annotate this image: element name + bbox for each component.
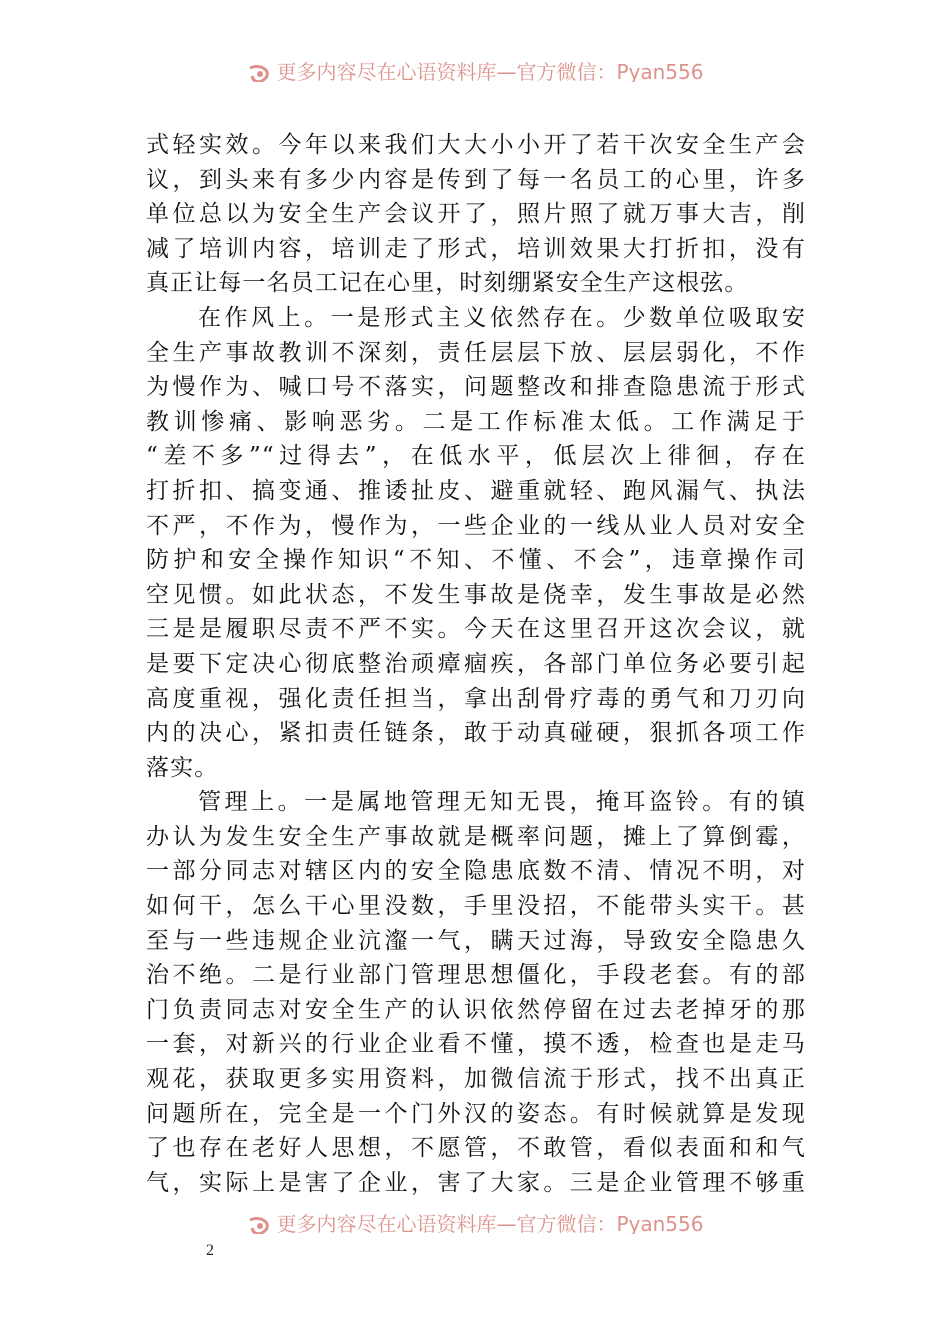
text-line: 一套，对新兴的行业企业看不懂，摸不透，检查也是走马: [146, 1031, 806, 1058]
text-line: 为慢作为、喊口号不落实，问题整改和排查隐患流于形式: [146, 374, 806, 401]
text-line: 落实。: [146, 754, 219, 781]
brand-logo-icon: [246, 1216, 272, 1235]
text-line: “差不多”“过得去”，在低水平，低层次上徘徊，存在: [146, 443, 806, 470]
text-line: 管理上。一是属地管理无知无畏，掩耳盗铃。有的镇: [198, 789, 806, 816]
text-line: 减了培训内容，培训走了形式，培训效果大打折扣，没有: [146, 235, 806, 262]
watermark-text: 更多内容尽在心语资料库—官方微信：Pyan556: [276, 60, 704, 82]
text-line: 防护和安全操作知识“不知、不懂、不会”，违章操作司: [146, 547, 806, 574]
text-line: 高度重视，强化责任担当，拿出刮骨疗毒的勇气和刀刃向: [146, 685, 806, 712]
text-line: 议，到头来有多少内容是传到了每一名员工的心里，许多: [146, 166, 806, 193]
text-line: 如何干，怎么干心里没数，手里没招，不能带头实干。甚: [146, 893, 806, 920]
text-line: 治不绝。二是行业部门管理思想僵化，手段老套。有的部: [146, 962, 806, 989]
text-line: 观花，获取更多实用资料，加微信流于形式，找不出真正: [146, 1066, 806, 1093]
text-line: 一部分同志对辖区内的安全隐患底数不清、情况不明，对: [146, 858, 806, 885]
text-line: 气，实际上是害了企业，害了大家。三是企业管理不够重: [146, 1169, 806, 1196]
text-line: 了也存在老好人思想，不愿管，不敢管，看似表面和和气: [146, 1135, 806, 1162]
text-line: 至与一些违规企业沆瀣一气，瞒天过海，导致安全隐患久: [146, 927, 806, 954]
text-line: 办认为发生安全生产事故就是概率问题，摊上了算倒霉，: [146, 823, 806, 850]
footer-watermark: [0, 1208, 950, 1234]
text-line: 在作风上。一是形式主义依然存在。少数单位吸取安: [198, 304, 806, 331]
watermark-text: 更多内容尽在心语资料库—官方微信：Pyan556: [276, 1212, 704, 1234]
text-line: 式轻实效。今年以来我们大大小小开了若干次安全生产会: [146, 132, 806, 158]
text-line: 是要下定决心彻底整治顽瘴痼疾，各部门单位务必要引起: [146, 650, 806, 677]
text-line: 问题所在，完全是一个门外汉的姿态。有时候就算是发现: [146, 1100, 806, 1127]
text-line: 三是是履职尽责不严不实。今天在这里召开这次会议，就: [146, 616, 806, 643]
text-line: 打折扣、搞变通、推诿扯皮、避重就轻、跑风漏气、执法: [146, 477, 806, 504]
text-line: 内的决心，紧扣责任链条，敢于动真碰硬，狠抓各项工作: [146, 720, 806, 747]
header-watermark: [0, 56, 950, 82]
text-line: 门负责同志对安全生产的认识依然停留在过去老掉牙的那: [146, 996, 806, 1023]
text-line: 单位总以为安全生产会议开了，照片照了就万事大吉，削: [146, 201, 806, 228]
text-line: 教训惨痛、影响恶劣。二是工作标准太低。工作满足于: [146, 408, 806, 435]
text-line: 全生产事故教训不深刻，责任层层下放、层层弱化，不作: [146, 339, 806, 366]
page-number: 2: [206, 1242, 214, 1259]
document-body: [146, 128, 806, 1200]
text-line: 不严，不作为，慢作为，一些企业的一线从业人员对安全: [146, 512, 806, 539]
text-line: 空见惯。如此状态，不发生事故是侥幸，发生事故是必然: [146, 581, 806, 608]
brand-logo-icon: [246, 64, 272, 83]
text-line: 真正让每一名员工记在心里，时刻绷紧安全生产这根弦。: [146, 270, 749, 297]
